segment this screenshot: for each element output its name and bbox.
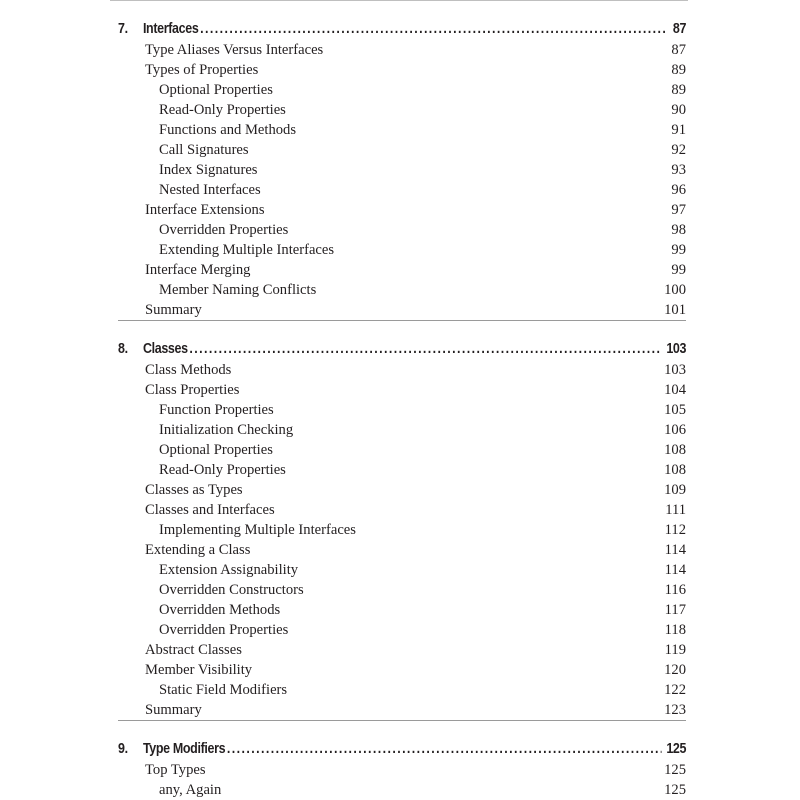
toc-subsection-entry[interactable] xyxy=(118,80,686,100)
toc-subsection-entry[interactable] xyxy=(118,160,686,180)
chapter-number: 8. xyxy=(118,341,128,357)
entry-title: Optional Properties xyxy=(159,82,273,98)
entry-title: Classes and Interfaces xyxy=(145,502,275,518)
chapter-heading[interactable] xyxy=(118,738,686,760)
chapter-section xyxy=(118,18,686,321)
entry-title: Class Methods xyxy=(145,362,232,378)
entry-page-number: 96 xyxy=(671,182,686,198)
section-list xyxy=(118,40,686,320)
toc-subsection-entry[interactable] xyxy=(118,580,686,600)
entry-title: Extending a Class xyxy=(145,542,251,558)
entry-title: Static Field Modifiers xyxy=(159,682,288,698)
page-top-edge xyxy=(110,0,688,1)
entry-title: Optional Properties xyxy=(159,442,273,458)
entry-title: Type Aliases Versus Interfaces xyxy=(145,42,324,58)
entry-title: Extending Multiple Interfaces xyxy=(159,242,335,258)
entry-title: Member Naming Conflicts xyxy=(159,282,317,298)
toc-section-entry[interactable] xyxy=(118,260,686,280)
entry-page-number: 104 xyxy=(664,382,686,398)
entry-title: Overridden Properties xyxy=(159,622,289,638)
chapter-number: 7. xyxy=(118,21,128,37)
dot-leader xyxy=(200,18,668,40)
toc-section-entry[interactable] xyxy=(118,360,686,380)
toc-subsection-entry[interactable] xyxy=(118,400,686,420)
chapter-section xyxy=(118,338,686,721)
dot-leader xyxy=(189,338,661,360)
toc-subsection-entry[interactable] xyxy=(118,120,686,140)
chapter-divider xyxy=(118,320,686,321)
entry-page-number: 108 xyxy=(664,442,686,458)
entry-page-number: 89 xyxy=(671,82,686,98)
entry-page-number: 105 xyxy=(664,402,686,418)
toc-section-entry[interactable] xyxy=(118,200,686,220)
entry-page-number: 116 xyxy=(664,582,686,598)
toc-subsection-entry[interactable] xyxy=(118,220,686,240)
toc-section-entry[interactable] xyxy=(118,700,686,720)
toc-section-entry[interactable] xyxy=(118,40,686,60)
entry-title: Overridden Constructors xyxy=(159,582,304,598)
entry-page-number: 106 xyxy=(664,422,686,438)
entry-title: Class Properties xyxy=(145,382,240,398)
chapter-title: Interfaces xyxy=(142,21,199,37)
toc-section-entry[interactable] xyxy=(118,480,686,500)
entry-page-number: 123 xyxy=(664,702,686,718)
entry-title: Overridden Properties xyxy=(159,222,289,238)
toc-section-entry[interactable] xyxy=(118,500,686,520)
entry-title: Summary xyxy=(145,302,202,318)
toc-subsection-entry[interactable] xyxy=(118,780,686,800)
toc-section-entry[interactable] xyxy=(118,380,686,400)
entry-page-number: 98 xyxy=(671,222,686,238)
entry-title: Types of Properties xyxy=(145,62,259,78)
toc-subsection-entry[interactable] xyxy=(118,240,686,260)
chapter-page-number: 125 xyxy=(666,741,687,757)
entry-page-number: 93 xyxy=(671,162,686,178)
chapter-page-number: 103 xyxy=(666,341,687,357)
entry-page-number: 111 xyxy=(665,502,686,518)
toc-section-entry[interactable] xyxy=(118,540,686,560)
section-list xyxy=(118,360,686,720)
dot-leader xyxy=(227,738,661,760)
entry-page-number: 119 xyxy=(664,642,686,658)
entry-page-number: 101 xyxy=(664,302,686,318)
toc-section-entry[interactable] xyxy=(118,300,686,320)
entry-title: Initialization Checking xyxy=(159,422,294,438)
toc-section-entry[interactable] xyxy=(118,640,686,660)
entry-page-number: 120 xyxy=(664,662,686,678)
entry-page-number: 90 xyxy=(671,102,686,118)
section-list xyxy=(118,760,686,800)
entry-page-number: 114 xyxy=(664,562,686,578)
chapter-title: Type Modifiers xyxy=(142,741,226,757)
chapter-heading[interactable] xyxy=(118,18,686,40)
entry-page-number: 103 xyxy=(664,362,686,378)
entry-page-number: 125 xyxy=(664,762,686,778)
entry-title: Functions and Methods xyxy=(159,122,297,138)
entry-title: Top Types xyxy=(145,762,206,778)
chapter-title: Classes xyxy=(142,341,188,357)
entry-page-number: 118 xyxy=(664,622,686,638)
toc-subsection-entry[interactable] xyxy=(118,440,686,460)
entry-title: Implementing Multiple Interfaces xyxy=(159,522,356,538)
entry-title: Overridden Methods xyxy=(159,602,281,618)
entry-title: any, Again xyxy=(159,782,222,798)
table-of-contents xyxy=(118,18,686,800)
entry-page-number: 100 xyxy=(664,282,686,298)
entry-title: Function Properties xyxy=(159,402,274,418)
entry-title: Abstract Classes xyxy=(145,642,242,658)
chapter-heading[interactable] xyxy=(118,338,686,360)
toc-subsection-entry[interactable] xyxy=(118,140,686,160)
entry-page-number: 97 xyxy=(671,202,686,218)
entry-page-number: 87 xyxy=(671,42,686,58)
entry-title: Index Signatures xyxy=(159,162,258,178)
toc-subsection-entry[interactable] xyxy=(118,680,686,700)
entry-title: Interface Extensions xyxy=(145,202,265,218)
toc-subsection-entry[interactable] xyxy=(118,180,686,200)
entry-page-number: 89 xyxy=(671,62,686,78)
toc-subsection-entry[interactable] xyxy=(118,520,686,540)
entry-title: Extension Assignability xyxy=(159,562,299,578)
entry-page-number: 92 xyxy=(671,142,686,158)
entry-page-number: 91 xyxy=(671,122,686,138)
entry-title: Read-Only Properties xyxy=(159,102,286,118)
toc-section-entry[interactable] xyxy=(118,660,686,680)
toc-subsection-entry[interactable] xyxy=(118,600,686,620)
entry-page-number: 112 xyxy=(664,522,686,538)
toc-subsection-entry[interactable] xyxy=(118,560,686,580)
toc-subsection-entry[interactable] xyxy=(118,620,686,640)
entry-page-number: 125 xyxy=(664,782,686,798)
entry-page-number: 114 xyxy=(664,542,686,558)
entry-title: Read-Only Properties xyxy=(159,462,286,478)
chapter-divider xyxy=(118,720,686,721)
entry-page-number: 122 xyxy=(664,682,686,698)
entry-page-number: 117 xyxy=(664,602,686,618)
chapter-page-number: 87 xyxy=(672,21,687,37)
toc-subsection-entry[interactable] xyxy=(118,460,686,480)
entry-page-number: 99 xyxy=(671,262,686,278)
toc-section-entry[interactable] xyxy=(118,760,686,780)
entry-title: Member Visibility xyxy=(145,662,253,678)
entry-page-number: 109 xyxy=(664,482,686,498)
entry-title: Classes as Types xyxy=(145,482,243,498)
entry-title: Summary xyxy=(145,702,202,718)
chapter-section xyxy=(118,738,686,800)
toc-subsection-entry[interactable] xyxy=(118,100,686,120)
toc-section-entry[interactable] xyxy=(118,60,686,80)
entry-page-number: 99 xyxy=(671,242,686,258)
toc-subsection-entry[interactable] xyxy=(118,280,686,300)
entry-page-number: 108 xyxy=(664,462,686,478)
entry-title: Nested Interfaces xyxy=(159,182,261,198)
toc-subsection-entry[interactable] xyxy=(118,420,686,440)
chapter-number: 9. xyxy=(118,741,128,757)
entry-title: Interface Merging xyxy=(145,262,251,278)
entry-title: Call Signatures xyxy=(159,142,249,158)
